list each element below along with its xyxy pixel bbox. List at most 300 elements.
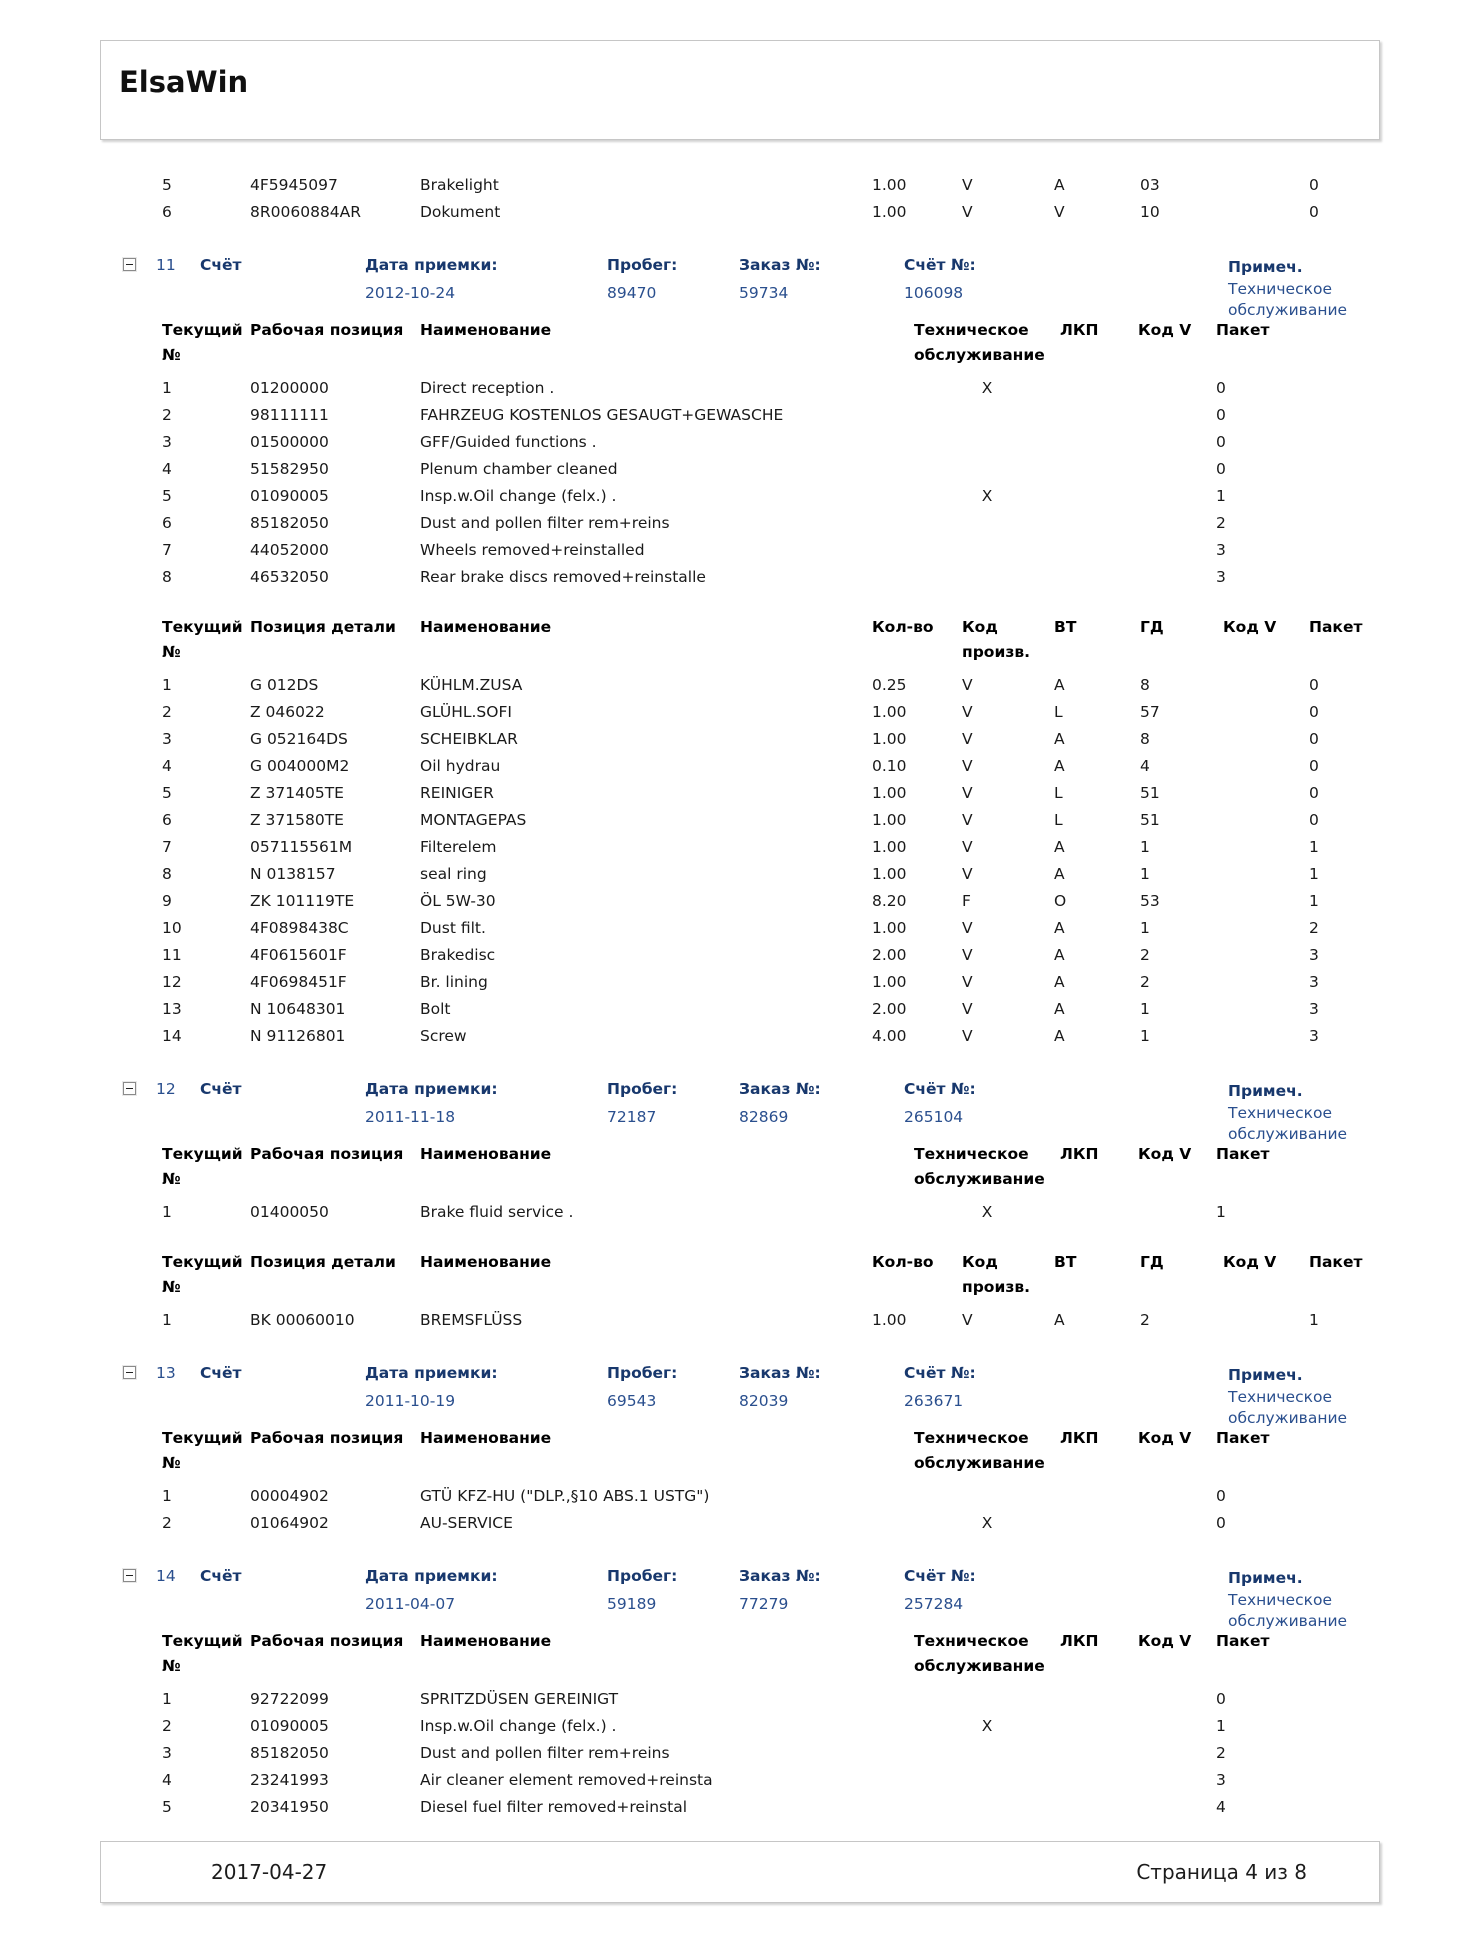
work-position-code: 23241993 [250, 1771, 329, 1789]
work-name: Dust and pollen filter rem+reins [420, 514, 670, 532]
part-gd: 57 [1140, 703, 1160, 721]
part-qty: 1.00 [872, 203, 907, 221]
part-item-row [162, 1023, 1484, 1050]
part-mfr-code: V [962, 1027, 973, 1045]
spacer [123, 1388, 156, 1416]
mileage-label: Пробег: [607, 1080, 678, 1098]
part-item-row [162, 753, 1484, 780]
work-maintenance-flag [914, 1740, 1060, 1767]
part-paket: 1 [1309, 1311, 1319, 1329]
part-number: 4F0898438C [250, 919, 349, 937]
part-number: N 0138157 [250, 865, 336, 883]
invoice-sections [0, 252, 1484, 1821]
app-title: ElsaWin [119, 65, 249, 99]
part-gd: 1 [1140, 838, 1150, 856]
order-number-value: 82869 [739, 1108, 789, 1126]
note-label: Примеч. [1228, 1082, 1303, 1100]
part-qty: 1.00 [872, 865, 907, 883]
carryover-parts-table [0, 172, 1484, 226]
work-name: Rear brake discs removed+reinstalle [420, 568, 706, 586]
part-qty: 2.00 [872, 1000, 907, 1018]
spacer [200, 280, 365, 308]
work-kod-v [1138, 456, 1216, 483]
spacer [123, 280, 156, 308]
section-number: 11 [156, 256, 176, 274]
column-header: Рабочая позиция [250, 321, 404, 339]
part-mfr-code: V [962, 730, 973, 748]
work-kod-v [1138, 1199, 1216, 1226]
order-number-label: Заказ №: [739, 1080, 821, 1098]
mileage-label: Пробег: [607, 256, 678, 274]
spacer [156, 280, 200, 308]
work-seq: 4 [162, 1771, 172, 1789]
part-kod-v [1223, 942, 1309, 969]
part-qty: 1.00 [872, 176, 907, 194]
work-kod-v [1138, 1483, 1216, 1510]
note [1228, 1360, 1380, 1429]
part-item-row [162, 1307, 1484, 1334]
work-lkp [1060, 564, 1138, 591]
work-maintenance-flag: X [981, 1203, 993, 1221]
part-seq: 9 [162, 892, 172, 910]
column-header: Текущий № [162, 618, 243, 661]
work-name: Dust and pollen filter rem+reins [420, 1744, 670, 1762]
part-bt: A [1054, 946, 1065, 964]
column-header: Наименование [420, 618, 552, 636]
work-positions-table [0, 1142, 1484, 1226]
invoice-number-label: Счёт №: [904, 256, 976, 274]
part-item-row [162, 199, 1484, 226]
work-position-code: 20341950 [250, 1798, 329, 1816]
work-seq: 1 [162, 379, 172, 397]
spacer [123, 1104, 156, 1132]
reception-date-value: 2012-10-24 [365, 284, 456, 302]
work-paket: 3 [1216, 541, 1226, 559]
part-paket: 0 [1309, 676, 1319, 694]
part-paket: 2 [1309, 919, 1319, 937]
column-header: ГД [1140, 618, 1164, 636]
work-position-code: 01200000 [250, 379, 329, 397]
note-label: Примеч. [1228, 1366, 1303, 1384]
part-bt: L [1054, 784, 1063, 802]
work-kod-v [1138, 1740, 1216, 1767]
work-positions-table [0, 1426, 1484, 1537]
work-maintenance-flag [914, 537, 1060, 564]
part-seq: 2 [162, 703, 172, 721]
work-maintenance-flag: X [981, 1717, 993, 1735]
part-item-row [162, 834, 1484, 861]
section-number: 14 [156, 1567, 176, 1585]
table-header-row-parts [162, 1250, 1484, 1302]
minus-glyph [126, 1575, 133, 1576]
part-paket: 1 [1309, 865, 1319, 883]
work-seq: 3 [162, 433, 172, 451]
part-paket: 3 [1309, 1027, 1319, 1045]
part-mfr-code: V [962, 176, 973, 194]
part-item-row [162, 888, 1484, 915]
part-item-row [162, 672, 1484, 699]
invoice-number-value: 257284 [904, 1595, 964, 1613]
table-header-row-work [162, 1629, 1484, 1681]
spacer [156, 1591, 200, 1619]
invoice-section-header [0, 1360, 1484, 1427]
column-header: Техническое обслуживание [914, 1145, 1045, 1188]
part-qty: 1.00 [872, 919, 907, 937]
note-text-line: Техническое [1228, 280, 1332, 298]
part-bt: L [1054, 703, 1063, 721]
part-gd: 51 [1140, 784, 1160, 802]
work-position-code: 01090005 [250, 1717, 329, 1735]
part-name: GLÜHL.SOFI [420, 703, 512, 721]
part-name: SCHEIBKLAR [420, 730, 518, 748]
part-mfr-code: V [962, 946, 973, 964]
spacer [156, 1104, 200, 1132]
part-kod-v [1223, 915, 1309, 942]
part-bt: O [1054, 892, 1067, 910]
work-position-code: 01090005 [250, 487, 329, 505]
part-name: seal ring [420, 865, 487, 883]
work-paket: 0 [1216, 460, 1226, 478]
part-gd: 4 [1140, 757, 1150, 775]
part-seq: 5 [162, 784, 172, 802]
part-paket: 1 [1309, 892, 1319, 910]
invoice-number-value: 265104 [904, 1108, 964, 1126]
work-position-code: 85182050 [250, 514, 329, 532]
minus-glyph [126, 264, 133, 265]
work-item-row [162, 1686, 1484, 1713]
invoice-section [0, 1076, 1484, 1334]
collapse-icon[interactable] [123, 1569, 136, 1582]
part-bt: A [1054, 919, 1065, 937]
part-item-row [162, 915, 1484, 942]
part-paket: 0 [1309, 784, 1319, 802]
work-position-code: 92722099 [250, 1690, 329, 1708]
work-seq: 7 [162, 541, 172, 559]
work-seq: 5 [162, 1798, 172, 1816]
work-lkp [1060, 1767, 1138, 1794]
note-text-line: обслуживание [1228, 1125, 1348, 1143]
work-maintenance-flag [914, 1794, 1060, 1821]
part-name: Brakedisc [420, 946, 496, 964]
part-seq: 13 [162, 1000, 182, 1018]
part-number: 4F0698451F [250, 973, 347, 991]
collapse-icon[interactable] [123, 1082, 136, 1095]
part-qty: 1.00 [872, 703, 907, 721]
column-header: Код произв. [962, 1253, 1031, 1296]
work-maintenance-flag [914, 564, 1060, 591]
invoice-section-header [0, 252, 1484, 319]
collapse-icon[interactable] [123, 258, 136, 271]
work-lkp [1060, 1794, 1138, 1821]
part-seq: 10 [162, 919, 182, 937]
invoice-number-label: Счёт №: [904, 1567, 976, 1585]
work-seq: 1 [162, 1487, 172, 1505]
work-maintenance-flag [914, 1767, 1060, 1794]
part-gd: 03 [1140, 176, 1160, 194]
part-number: ZK 101119TE [250, 892, 355, 910]
part-number: 8R0060884AR [250, 203, 362, 221]
page-footer-box [100, 1841, 1380, 1903]
work-name: Direct reception . [420, 379, 555, 397]
column-header: Код произв. [962, 618, 1031, 661]
part-paket: 0 [1309, 811, 1319, 829]
part-number: BK 00060010 [250, 1311, 355, 1329]
minus-glyph [126, 1372, 133, 1373]
column-header: Код V [1138, 1429, 1192, 1447]
part-mfr-code: V [962, 1311, 973, 1329]
spacer [200, 1104, 365, 1132]
work-lkp [1060, 1199, 1138, 1226]
column-header: Позиция детали [250, 618, 396, 636]
work-lkp [1060, 483, 1138, 510]
part-name: Dust filt. [420, 919, 486, 937]
part-gd: 51 [1140, 811, 1160, 829]
collapse-cell [123, 1563, 156, 1591]
part-number: Z 046022 [250, 703, 325, 721]
reception-date-value: 2011-10-19 [365, 1392, 456, 1410]
work-paket: 0 [1216, 406, 1226, 424]
work-maintenance-flag [914, 402, 1060, 429]
part-kod-v [1223, 199, 1309, 226]
section-number: 13 [156, 1364, 176, 1382]
part-bt: A [1054, 676, 1065, 694]
part-item-row [162, 699, 1484, 726]
work-kod-v [1138, 1510, 1216, 1537]
note-label: Примеч. [1228, 1569, 1303, 1587]
part-mfr-code: V [962, 1000, 973, 1018]
collapse-icon[interactable] [123, 1366, 136, 1379]
column-header: Наименование [420, 1253, 552, 1271]
column-header: Рабочая позиция [250, 1429, 404, 1447]
part-seq: 14 [162, 1027, 182, 1045]
work-item-row [162, 1199, 1484, 1226]
part-mfr-code: V [962, 811, 973, 829]
work-lkp [1060, 456, 1138, 483]
work-position-code: 01400050 [250, 1203, 329, 1221]
order-number-value: 59734 [739, 284, 789, 302]
work-paket: 1 [1216, 487, 1226, 505]
part-item-row [162, 726, 1484, 753]
part-kod-v [1223, 807, 1309, 834]
part-kod-v [1223, 1023, 1309, 1050]
column-header: Пакет [1216, 321, 1270, 339]
work-seq: 6 [162, 514, 172, 532]
note [1228, 1563, 1380, 1632]
work-maintenance-flag: X [981, 487, 993, 505]
part-mfr-code: F [962, 892, 971, 910]
part-paket: 0 [1309, 757, 1319, 775]
work-lkp [1060, 375, 1138, 402]
work-maintenance-flag [914, 1483, 1060, 1510]
reception-date-label: Дата приемки: [365, 1364, 498, 1382]
part-name: MONTAGEPAS [420, 811, 527, 829]
work-lkp [1060, 1713, 1138, 1740]
work-paket: 1 [1216, 1203, 1226, 1221]
part-mfr-code: V [962, 757, 973, 775]
work-item-row [162, 537, 1484, 564]
part-seq: 11 [162, 946, 182, 964]
work-name: SPRITZDÜSEN GEREINIGT [420, 1690, 619, 1708]
table-header-row-parts [162, 615, 1484, 667]
part-bt: A [1054, 865, 1065, 883]
work-lkp [1060, 1740, 1138, 1767]
column-header: Код V [1223, 618, 1277, 636]
work-position-code: 51582950 [250, 460, 329, 478]
column-header: Код V [1138, 1145, 1192, 1163]
part-paket: 3 [1309, 973, 1319, 991]
part-name: Filterelem [420, 838, 497, 856]
part-gd: 8 [1140, 730, 1150, 748]
print-date: 2017-04-27 [211, 1860, 328, 1884]
part-paket: 0 [1309, 203, 1319, 221]
work-seq: 4 [162, 460, 172, 478]
mileage-label: Пробег: [607, 1567, 678, 1585]
invoice-number-value: 106098 [904, 284, 964, 302]
part-name: REINIGER [420, 784, 494, 802]
invoice-number-value: 263671 [904, 1392, 964, 1410]
parts-table [0, 615, 1484, 1050]
column-header: Текущий № [162, 321, 243, 364]
part-bt: A [1054, 757, 1065, 775]
work-paket: 4 [1216, 1798, 1226, 1816]
column-header: Текущий № [162, 1632, 243, 1675]
minus-glyph [126, 1088, 133, 1089]
work-paket: 0 [1216, 1514, 1226, 1532]
part-seq: 12 [162, 973, 182, 991]
part-bt: A [1054, 1311, 1065, 1329]
column-header: Кол-во [872, 618, 934, 636]
work-kod-v [1138, 375, 1216, 402]
part-mfr-code: V [962, 865, 973, 883]
part-gd: 1 [1140, 919, 1150, 937]
work-maintenance-flag: X [981, 379, 993, 397]
work-seq: 1 [162, 1203, 172, 1221]
work-kod-v [1138, 510, 1216, 537]
work-item-row [162, 564, 1484, 591]
reception-date-label: Дата приемки: [365, 256, 498, 274]
mileage-value: 89470 [607, 284, 657, 302]
note [1228, 252, 1380, 321]
work-seq: 5 [162, 487, 172, 505]
work-name: GFF/Guided functions . [420, 433, 597, 451]
part-paket: 3 [1309, 946, 1319, 964]
part-name: BREMSFLÜSS [420, 1311, 523, 1329]
work-positions-table [0, 318, 1484, 591]
table-header-row-work [162, 1426, 1484, 1478]
part-kod-v [1223, 834, 1309, 861]
column-header: ЛКП [1060, 1145, 1099, 1163]
part-number: N 91126801 [250, 1027, 346, 1045]
section-type-label: Счёт [200, 1364, 242, 1382]
work-lkp [1060, 537, 1138, 564]
work-maintenance-flag [914, 1686, 1060, 1713]
order-number-label: Заказ №: [739, 1567, 821, 1585]
work-seq: 3 [162, 1744, 172, 1762]
work-kod-v [1138, 1794, 1216, 1821]
section-number: 12 [156, 1080, 176, 1098]
work-name: Insp.w.Oil change (felx.) . [420, 1717, 617, 1735]
parts-table [0, 1250, 1484, 1334]
part-qty: 1.00 [872, 811, 907, 829]
part-seq: 6 [162, 203, 172, 221]
collapse-cell [123, 1360, 156, 1388]
invoice-number-label: Счёт №: [904, 1080, 976, 1098]
work-position-code: 44052000 [250, 541, 329, 559]
part-gd: 1 [1140, 1000, 1150, 1018]
work-kod-v [1138, 1686, 1216, 1713]
part-bt: L [1054, 811, 1063, 829]
work-position-code: 01064902 [250, 1514, 329, 1532]
part-name: Screw [420, 1027, 467, 1045]
work-item-row [162, 1483, 1484, 1510]
part-gd: 2 [1140, 973, 1150, 991]
part-gd: 53 [1140, 892, 1160, 910]
part-gd: 2 [1140, 946, 1150, 964]
column-header: Текущий № [162, 1429, 243, 1472]
work-paket: 3 [1216, 568, 1226, 586]
reception-date-value: 2011-04-07 [365, 1595, 456, 1613]
part-kod-v [1223, 753, 1309, 780]
part-number: 4F5945097 [250, 176, 338, 194]
part-paket: 3 [1309, 1000, 1319, 1018]
part-item-row [162, 969, 1484, 996]
work-maintenance-flag [914, 456, 1060, 483]
part-qty: 1.00 [872, 838, 907, 856]
part-bt: V [1054, 203, 1065, 221]
work-kod-v [1138, 402, 1216, 429]
work-item-row [162, 1713, 1484, 1740]
part-item-row [162, 807, 1484, 834]
part-seq: 4 [162, 757, 172, 775]
work-lkp [1060, 402, 1138, 429]
reception-date-label: Дата приемки: [365, 1567, 498, 1585]
part-mfr-code: V [962, 838, 973, 856]
part-number: G 052164DS [250, 730, 348, 748]
work-name: FAHRZEUG KOSTENLOS GESAUGT+GEWASCHE [420, 406, 784, 424]
work-position-code: 98111111 [250, 406, 329, 424]
part-number: G 012DS [250, 676, 319, 694]
app-header-box [100, 40, 1380, 140]
note-text-line: обслуживание [1228, 301, 1348, 319]
part-bt: A [1054, 1027, 1065, 1045]
invoice-section-header [0, 1076, 1484, 1143]
work-item-row [162, 483, 1484, 510]
part-qty: 4.00 [872, 1027, 907, 1045]
part-mfr-code: V [962, 676, 973, 694]
column-header: Пакет [1309, 618, 1363, 636]
part-kod-v [1223, 699, 1309, 726]
part-seq: 1 [162, 1311, 172, 1329]
section-type-label: Счёт [200, 1567, 242, 1585]
part-paket: 0 [1309, 730, 1319, 748]
column-header: ВТ [1054, 1253, 1077, 1271]
work-position-code: 46532050 [250, 568, 329, 586]
part-name: Oil hydrau [420, 757, 501, 775]
work-seq: 2 [162, 406, 172, 424]
part-item-row [162, 942, 1484, 969]
order-number-label: Заказ №: [739, 1364, 821, 1382]
column-header: Пакет [1216, 1632, 1270, 1650]
part-name: ÖL 5W-30 [420, 892, 496, 910]
reception-date-label: Дата приемки: [365, 1080, 498, 1098]
note [1228, 1076, 1380, 1145]
column-header: Техническое обслуживание [914, 1632, 1045, 1675]
part-qty: 0.25 [872, 676, 907, 694]
part-gd: 1 [1140, 865, 1150, 883]
part-bt: A [1054, 730, 1065, 748]
work-name: GTÜ KFZ-HU ("DLP.,§10 ABS.1 USTG") [420, 1487, 710, 1505]
part-name: Brakelight [420, 176, 499, 194]
